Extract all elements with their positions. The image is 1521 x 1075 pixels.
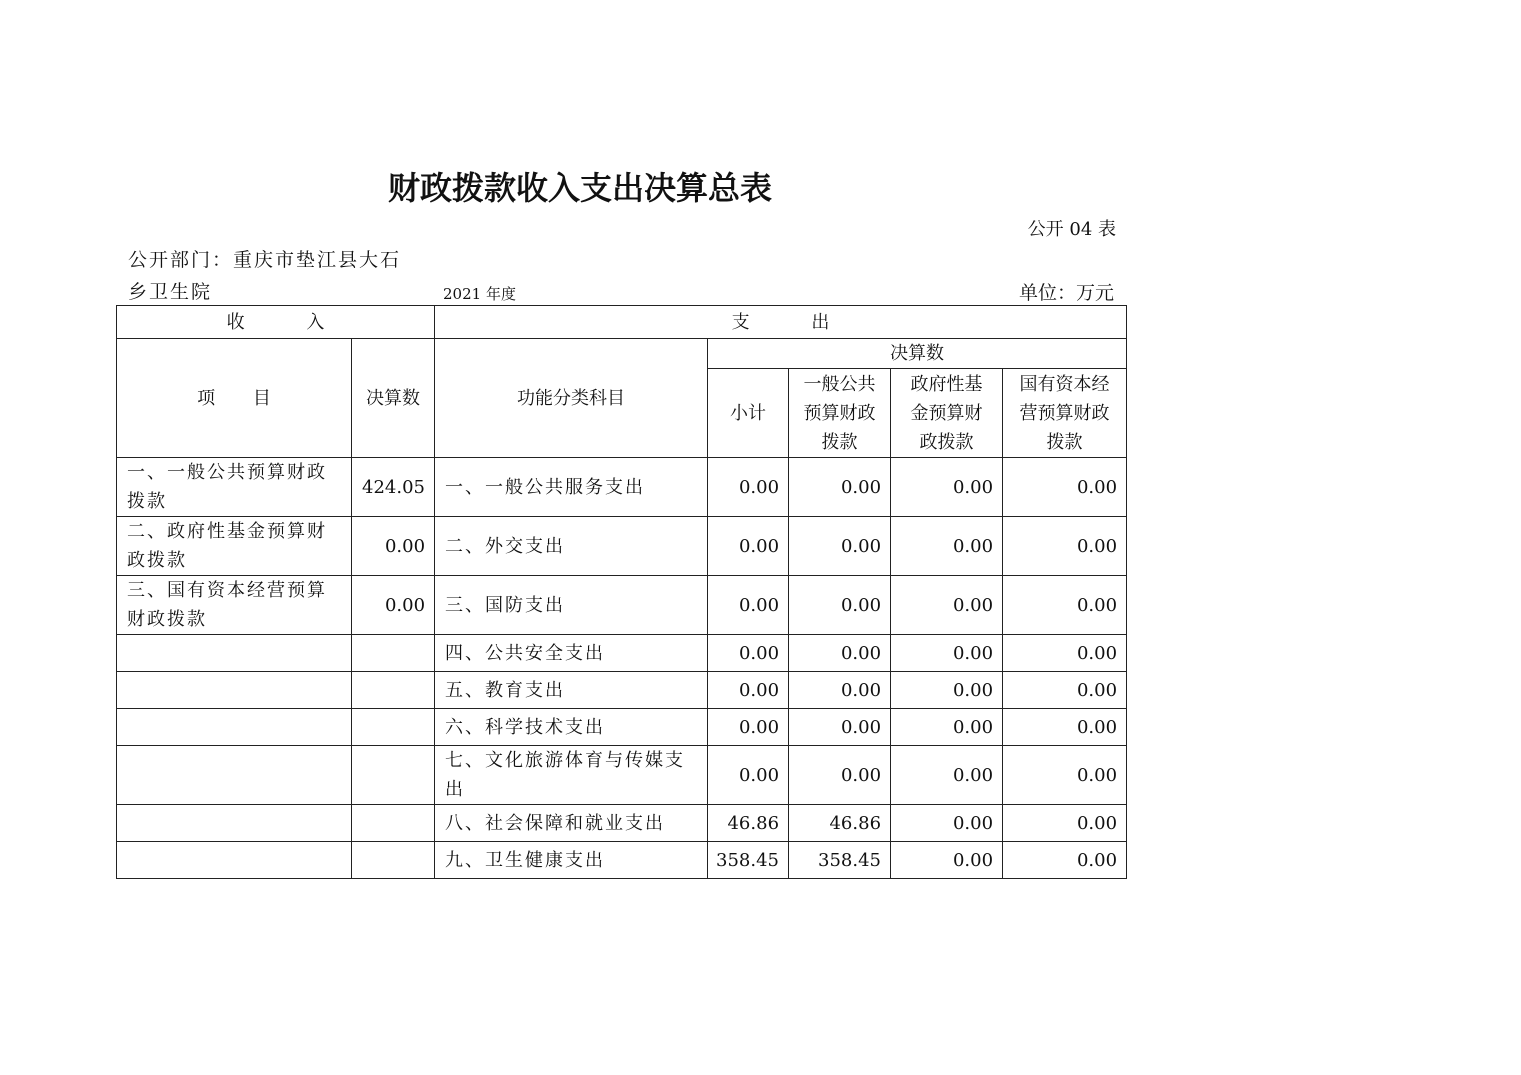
function-cell: 三、国防支出 (435, 576, 708, 635)
income-item-cell (117, 746, 352, 805)
general-cell: 0.00 (789, 517, 891, 576)
income-item-cell (117, 805, 352, 842)
gov-fund-cell: 0.00 (891, 635, 1003, 672)
income-item-cell: 二、政府性基金预算财政拨款 (117, 517, 352, 576)
subtotal-cell: 358.45 (708, 842, 789, 879)
gov-fund-cell: 0.00 (891, 458, 1003, 517)
state-capital-cell: 0.00 (1003, 842, 1127, 879)
table-row (117, 635, 1127, 672)
subtotal-cell: 0.00 (708, 746, 789, 805)
state-capital-cell: 0.00 (1003, 576, 1127, 635)
subtotal-cell: 46.86 (708, 805, 789, 842)
general-cell: 46.86 (789, 805, 891, 842)
state-capital-cell: 0.00 (1003, 517, 1127, 576)
gov-fund-cell: 0.00 (891, 672, 1003, 709)
gov-fund-cell: 0.00 (891, 576, 1003, 635)
income-amount-cell: 0.00 (352, 517, 435, 576)
state-capital-cell: 0.00 (1003, 805, 1127, 842)
col-item-header: 项 目 (117, 339, 352, 458)
general-cell: 358.45 (789, 842, 891, 879)
table-row (117, 805, 1127, 842)
function-cell: 一、一般公共服务支出 (435, 458, 708, 517)
general-cell: 0.00 (789, 746, 891, 805)
subtotal-cell: 0.00 (708, 458, 789, 517)
col-function-header: 功能分类科目 (435, 339, 708, 458)
gov-fund-cell: 0.00 (891, 517, 1003, 576)
subtotal-cell: 0.00 (708, 635, 789, 672)
subtotal-cell: 0.00 (708, 672, 789, 709)
state-capital-cell: 0.00 (1003, 746, 1127, 805)
col-final-header: 决算数 (708, 339, 1127, 369)
income-amount-cell (352, 672, 435, 709)
form-number: 公开 04 表 (1027, 219, 1116, 240)
gov-fund-cell: 0.00 (891, 805, 1003, 842)
function-cell: 五、教育支出 (435, 672, 708, 709)
col-subtotal-header: 小计 (708, 369, 789, 458)
state-capital-cell: 0.00 (1003, 635, 1127, 672)
general-cell: 0.00 (789, 672, 891, 709)
table-row (117, 576, 1127, 635)
income-amount-cell (352, 746, 435, 805)
subtotal-cell: 0.00 (708, 709, 789, 746)
income-amount-cell: 424.05 (352, 458, 435, 517)
subtotal-cell: 0.00 (708, 517, 789, 576)
table-row (117, 709, 1127, 746)
table-row (117, 746, 1127, 805)
department-label: 公开部门：重庆市垫江县大石乡卫生院 (128, 249, 402, 303)
col-amount-header: 决算数 (352, 339, 435, 458)
state-capital-cell: 0.00 (1003, 709, 1127, 746)
col-state-capital-header: 国有资本经营预算财政拨款 (1003, 369, 1127, 458)
function-cell: 四、公共安全支出 (435, 635, 708, 672)
income-item-cell: 三、国有资本经营预算财政拨款 (117, 576, 352, 635)
col-gov-fund-header: 政府性基金预算财政拨款 (891, 369, 1003, 458)
state-capital-cell: 0.00 (1003, 458, 1127, 517)
table-row (117, 517, 1127, 576)
function-cell: 六、科学技术支出 (435, 709, 708, 746)
general-cell: 0.00 (789, 458, 891, 517)
income-item-cell (117, 842, 352, 879)
page-title: 财政拨款收入支出决算总表 (388, 169, 773, 207)
income-amount-cell (352, 842, 435, 879)
income-item-cell (117, 635, 352, 672)
income-amount-cell (352, 635, 435, 672)
general-cell: 0.00 (789, 709, 891, 746)
expense-header: 支 出 (435, 306, 1127, 339)
table-row (117, 458, 1127, 517)
function-cell: 八、社会保障和就业支出 (435, 805, 708, 842)
gov-fund-cell: 0.00 (891, 746, 1003, 805)
table-row (117, 842, 1127, 879)
budget-table (116, 305, 1127, 879)
general-cell: 0.00 (789, 635, 891, 672)
income-amount-cell (352, 805, 435, 842)
income-item-cell (117, 709, 352, 746)
col-general-header: 一般公共预算财政拨款 (789, 369, 891, 458)
income-amount-cell (352, 709, 435, 746)
fiscal-year: 2021 年度 (443, 285, 516, 303)
gov-fund-cell: 0.00 (891, 842, 1003, 879)
general-cell: 0.00 (789, 576, 891, 635)
function-cell: 七、文化旅游体育与传媒支出 (435, 746, 708, 805)
income-item-cell: 一、一般公共预算财政拨款 (117, 458, 352, 517)
income-amount-cell: 0.00 (352, 576, 435, 635)
table-row (117, 672, 1127, 709)
income-header: 收 入 (117, 306, 435, 339)
function-cell: 二、外交支出 (435, 517, 708, 576)
subtotal-cell: 0.00 (708, 576, 789, 635)
gov-fund-cell: 0.00 (891, 709, 1003, 746)
state-capital-cell: 0.00 (1003, 672, 1127, 709)
unit-label: 单位：万元 (1018, 282, 1114, 304)
function-cell: 九、卫生健康支出 (435, 842, 708, 879)
income-item-cell (117, 672, 352, 709)
